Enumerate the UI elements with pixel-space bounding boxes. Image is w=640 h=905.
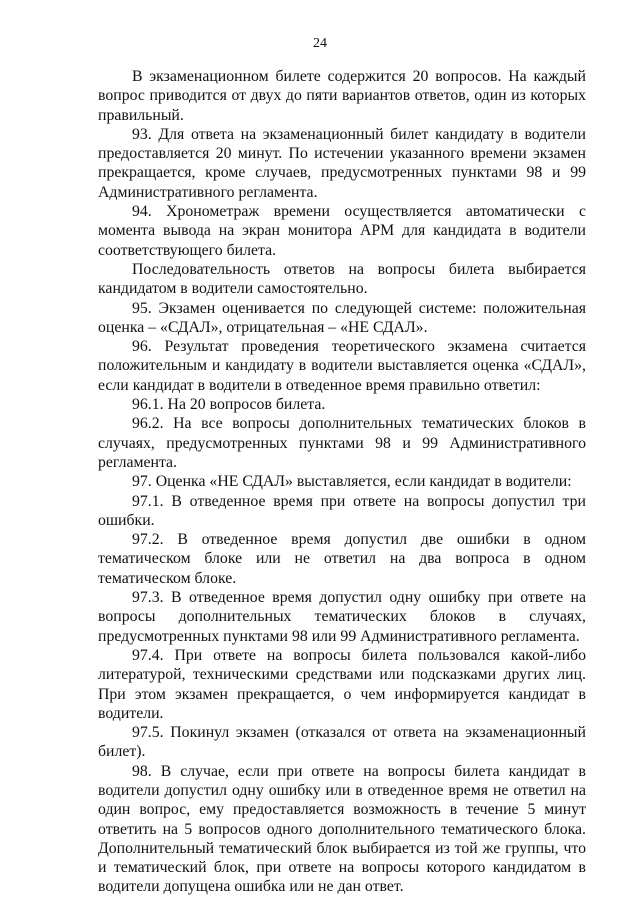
paragraph-97-5: 97.5. Покинул экзамен (отказался от ответа на экзаменационный билет). — [98, 724, 586, 761]
paragraph-96-1: 96.1. На 20 вопросов билета. — [132, 396, 326, 414]
paragraph-exam-ticket-questions: В экзаменационном билете содержится 20 вопросов. На каждый вопрос приводится от двух до пяти вариантов ответов, один из которых правильный. — [98, 68, 586, 124]
paragraph-96-2: 96.2. На все вопросы дополнительных тематических блоков в случаях, предусмотренных пунктами 98 и 99 Административного регламента. — [98, 415, 586, 471]
paragraph-97-2: 97.2. В отведенное время допустил две ошибки в одном тематическом блоке или не ответил на два вопроса в одном тематическом блоке. — [98, 531, 586, 587]
paragraph-93: 93. Для ответа на экзаменационный билет кандидату в водители предоставляется 20 минут. По истечении указанного времени экзамен прекращается, кроме случаев, предусмотренных пунктами 98 и 99 Административного регламента. — [98, 125, 586, 201]
paragraph-97-4: 97.4. При ответе на вопросы билета пользовался какой-либо литературой, техническими средствами или подсказками других лиц. При этом экзамен прекращается, о чем информируется кандидат в водители. — [98, 646, 586, 722]
paragraph-answer-order: Последовательность ответов на вопросы билета выбирается кандидатом в водители самостоятельно. — [98, 260, 586, 298]
paragraph-98: 98. В случае, если при ответе на вопросы билета кандидат в водители допустил одну ошибку или в отведенное время не ответил на один вопрос, ему предоставляется возможность в течение 5 минут ответить на 5 вопросов одного дополнительного тематического блока. Дополнительный тематический блок выбирается из той же группы, что и тематический блок, при ответе на вопросы которого кандидатом в водители допущена ошибка или не дан ответ. — [98, 762, 586, 896]
paragraph-97: 97. Оценка «НЕ СДАЛ» выставляется, если кандидат в водители: — [132, 473, 572, 491]
paragraph-95: 95. Экзамен оценивается по следующей системе: положительная оценка – «СДАЛ», отрицательная – «НЕ СДАЛ». — [98, 299, 586, 336]
paragraph-96: 96. Результат проведения теоретического экзамена считается положительным и кандидату в водители выставляется оценка «СДАЛ», если кандидат в водители в отведенное время правильно ответил: — [98, 338, 586, 394]
document-body — [98, 67, 586, 897]
paragraph-97-1: 97.1. В отведенное время при ответе на вопросы допустил три ошибки. — [98, 492, 586, 529]
page-number: 24 — [313, 36, 327, 51]
paragraph-94: 94. Хронометраж времени осуществляется автоматически с момента вывода на экран монитора АРМ для кандидата в водители соответствующего билета. — [98, 203, 586, 259]
paragraph-97-3: 97.3. В отведенное время допустил одну ошибку при ответе на вопросы дополнительных тематических блоков в случаях, предусмотренных пунктами 98 или 99 Административного регламента. — [98, 589, 586, 645]
